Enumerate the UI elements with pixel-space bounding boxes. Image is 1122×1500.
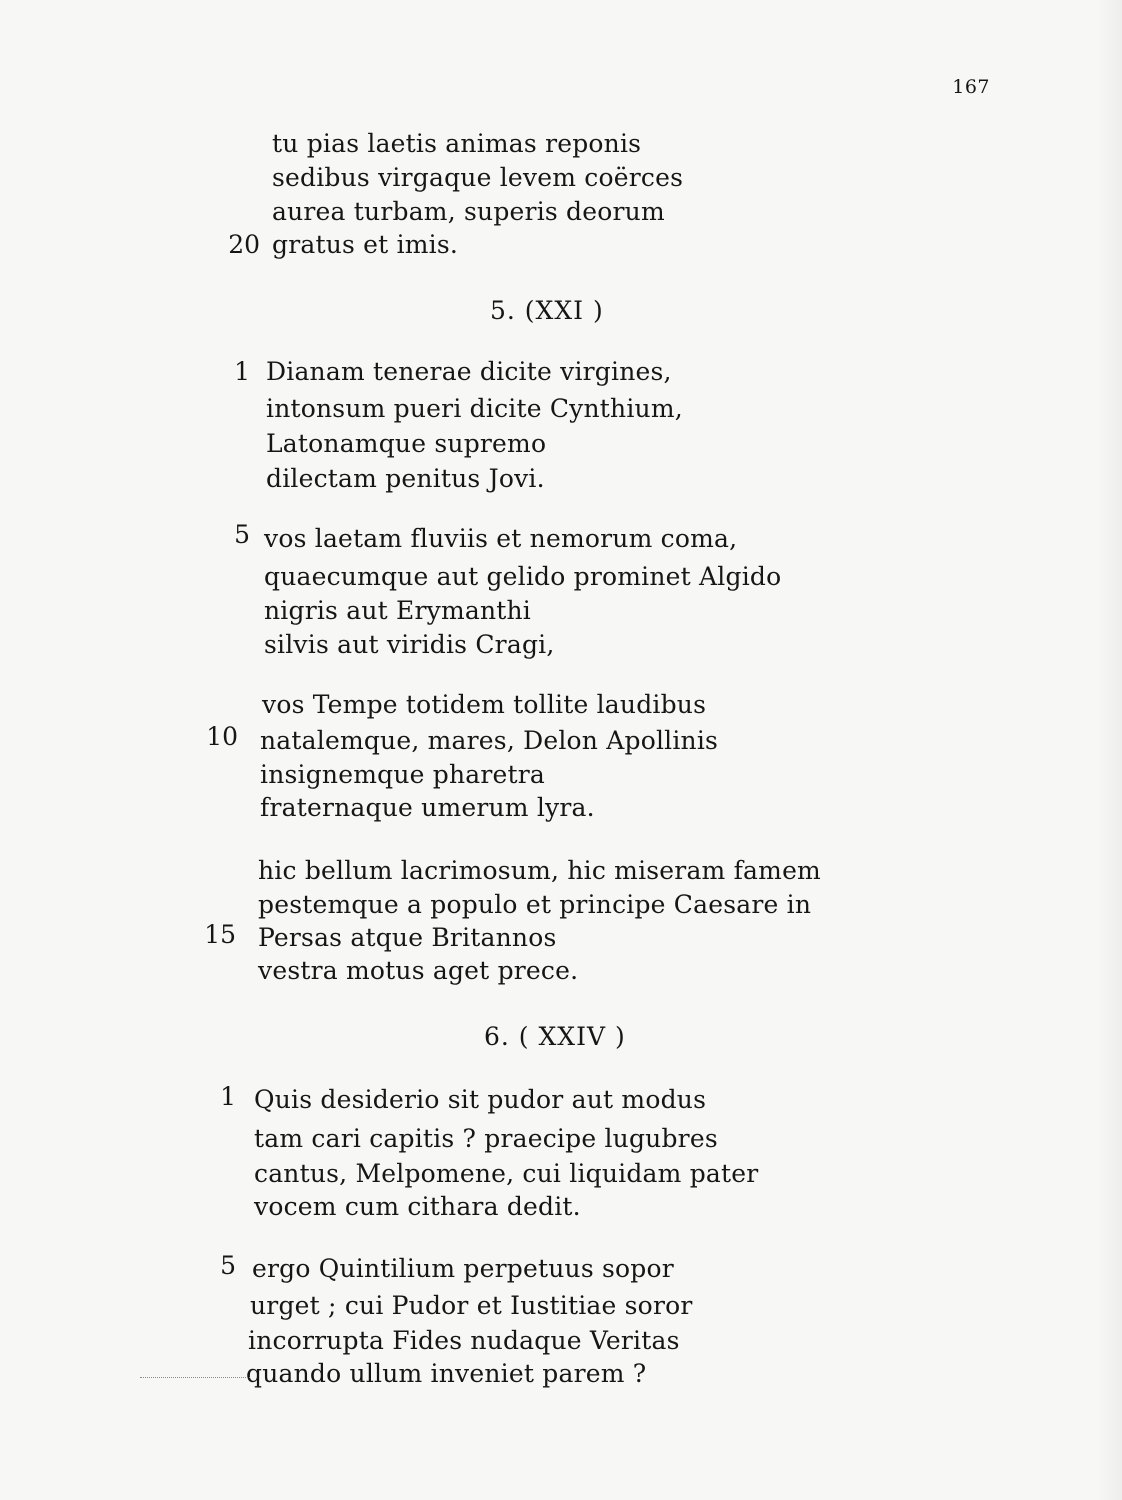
verse-line: Latonamque supremo	[266, 429, 547, 458]
verse-line: tam cari capitis ? praecipe lugubres	[254, 1124, 718, 1153]
verse-line: pestemque a populo et principe Caesare in	[258, 890, 812, 919]
line-number: 10	[206, 722, 238, 751]
scan-artifact-rule	[140, 1377, 250, 1378]
verse-line: ergo Quintilium perpetuus sopor	[252, 1254, 674, 1283]
line-number: 1	[234, 357, 250, 386]
page-edge-shadow	[1098, 0, 1122, 1500]
verse-line: nigris aut Erymanthi	[264, 596, 532, 625]
verse-line: aurea turbam, superis deorum	[272, 197, 665, 226]
verse-line: hic bellum lacrimosum, hic miseram famem	[258, 856, 821, 885]
verse-line: incorrupta Fides nudaque Veritas	[248, 1326, 680, 1355]
verse-line: tu pias laetis animas reponis	[272, 129, 642, 158]
page-number: 167	[952, 76, 990, 98]
verse-line: Persas atque Britannos	[258, 923, 557, 952]
verse-line: silvis aut viridis Cragi,	[264, 630, 555, 659]
verse-line: vestra motus aget prece.	[258, 956, 579, 985]
verse-line: intonsum pueri dicite Cynthium,	[266, 394, 683, 423]
verse-line: cantus, Melpomene, cui liquidam pater	[254, 1159, 759, 1188]
poem-heading: 5. (XXI )	[490, 296, 604, 325]
line-number: 5	[234, 520, 250, 549]
verse-line: fraternaque umerum lyra.	[260, 793, 595, 822]
line-number: 20	[228, 230, 260, 259]
line-number: 1	[220, 1082, 236, 1111]
verse-line: quando ullum inveniet parem ?	[246, 1359, 647, 1388]
verse-line: sedibus virgaque levem coërces	[272, 163, 684, 192]
line-number: 5	[220, 1251, 236, 1280]
verse-line: vocem cum cithara dedit.	[254, 1192, 581, 1221]
poem-heading: 6. ( XXIV )	[484, 1022, 626, 1051]
verse-line: insignemque pharetra	[260, 760, 546, 789]
verse-line: quaecumque aut gelido prominet Algido	[264, 562, 782, 591]
verse-line: vos laetam fluviis et nemorum coma,	[264, 524, 738, 553]
verse-line: vos Tempe totidem tollite laudibus	[262, 690, 707, 719]
line-number: 15	[204, 920, 236, 949]
verse-line: Dianam tenerae dicite virgines,	[266, 357, 672, 386]
verse-line: dilectam penitus Jovi.	[266, 464, 545, 493]
verse-line: Quis desiderio sit pudor aut modus	[254, 1085, 707, 1114]
verse-line: urget ; cui Pudor et Iustitiae soror	[250, 1291, 693, 1320]
verse-line: natalemque, mares, Delon Apollinis	[260, 726, 719, 755]
verse-line: gratus et imis.	[272, 230, 459, 259]
